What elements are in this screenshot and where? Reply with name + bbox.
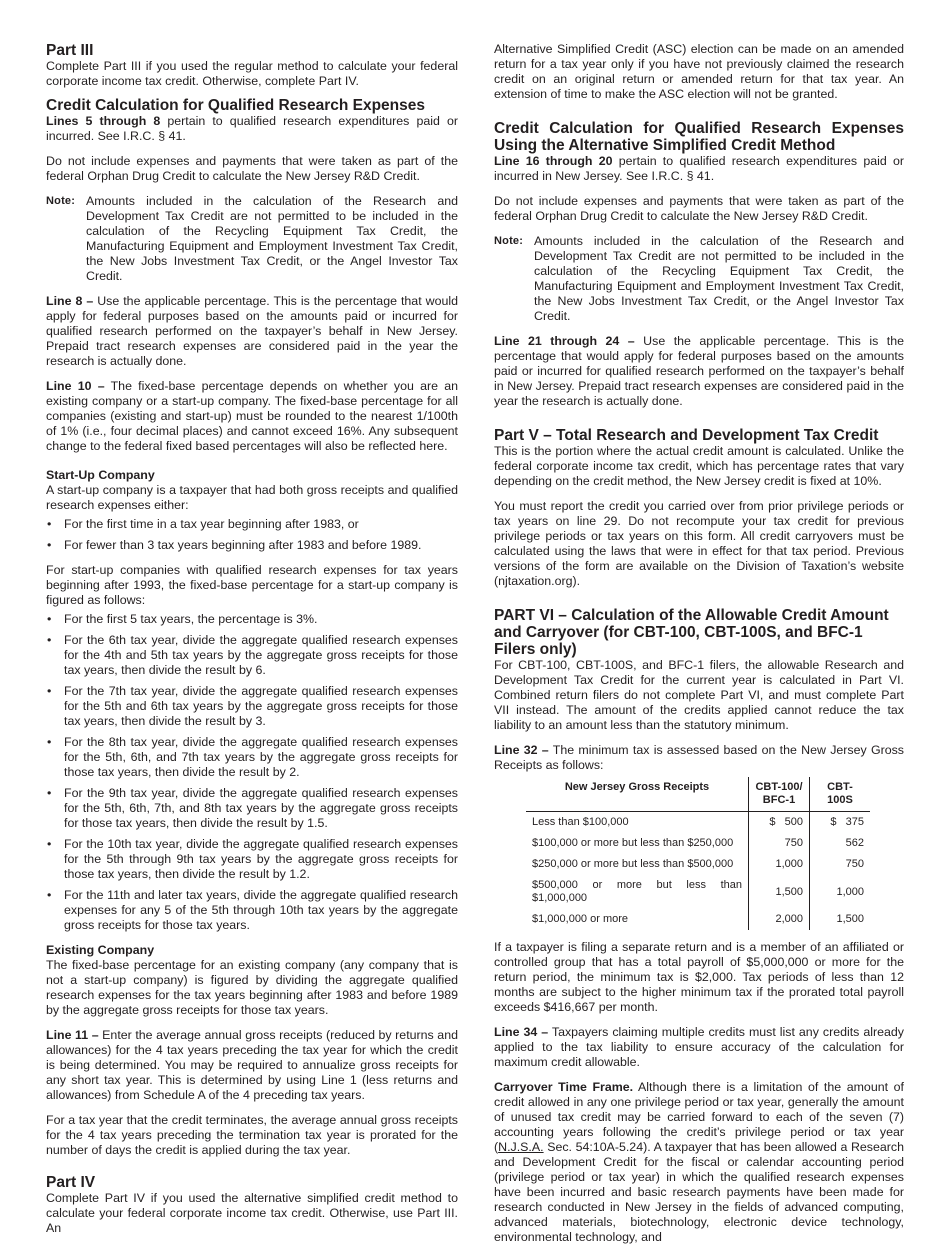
note-text: Amounts included in the calculation of the Research and Development Tax Credit are not permitted to be included in the calculation of the Recycling Equipment Tax Credit, the Manufacturing Equipment and Employment Investment Tax Credit, the New Jobs Investment Tax Credit, or the Angel Investor Tax Credit.	[86, 194, 458, 283]
line34-paragraph	[494, 1025, 904, 1070]
minimum-tax-table	[526, 777, 870, 930]
startup-list-2	[46, 612, 458, 933]
line8-lead: Line 8 –	[46, 294, 94, 308]
cell-cbt100s: 562	[845, 837, 864, 849]
list-item: • For the 11th and later tax years, divide the aggregate qualified research expenses for any 5 of the 5th through 10th tax years by the aggregate gross receipts for those tax years.	[46, 888, 458, 933]
line32-paragraph	[494, 743, 904, 773]
list-item: • For the 8th tax year, divide the aggregate qualified research expenses for the 5th, 6th, and 7th tax years by the aggregate gross receipts for those tax years, then divide the result by 2.	[46, 735, 458, 780]
cell-receipts: $500,000 or more but less than $1,000,000	[526, 875, 749, 909]
col-header-cbt100s: CBT-100S	[810, 777, 871, 812]
cell-cbt100: 750	[749, 833, 810, 854]
right-column	[494, 42, 904, 1255]
orphan-paragraph: Do not include expenses and payments that were taken as part of the federal Orphan Drug Credit to calculate the New Jersey R&D Credit.	[494, 194, 904, 223]
line34-lead: Line 34 –	[494, 1025, 549, 1039]
part5-heading: Part V – Total Research and Development Tax Credit	[494, 427, 879, 444]
line16-paragraph	[494, 154, 904, 184]
list-item: • For fewer than 3 tax years beginning after 1983 and before 1989.	[46, 538, 458, 553]
orphan-paragraph: Do not include expenses and payments that were taken as part of the federal Orphan Drug Credit to calculate the New Jersey R&D Credit.	[46, 154, 458, 183]
table-row	[526, 812, 870, 834]
asc-heading: Credit Calculation for Qualified Research Expenses Using the Alternative Simplified Credit Method	[494, 120, 904, 154]
line21-paragraph	[494, 334, 904, 409]
left-column	[46, 42, 458, 1246]
affiliated-paragraph: If a taxpayer is filing a separate return and is a member of an affiliated or controlled group that has a total payroll of $5,000,000 or more for the return period, the minimum tax is $2,000. Tax periods of less than 12 months are subject to the higher minimum tax if the prorated total payroll exceeds $416,667 per month.	[494, 940, 904, 1014]
col-header-cbt100: CBT-100/ BFC-1	[749, 777, 810, 812]
carryover-text: Although there is a limitation of the amount of credit allowed in any one privilege period or tax year, generally the amount of unused tax credit may be carried forward to each of the seven (7) accounting years following the credit’s privilege period or tax year (	[494, 1080, 904, 1154]
credit-calc-heading: Credit Calculation for Qualified Research Expenses	[46, 97, 426, 114]
part6-text: For CBT-100, CBT-100S, and BFC-1 filers, the allowable Research and Development Tax Credit for the current year is calculated in Part VI. Combined return filers do not complete Part VI, and must complete Part VII instead. The amount of the credits applied cannot reduce the tax liability to an amount less than the statutory minimum.	[494, 658, 904, 732]
terminate-paragraph: For a tax year that the credit terminates, the average annual gross receipts for the 4 tax years preceding the termination tax year is prorated for the number of days the credit is applied during the tax year.	[46, 1113, 458, 1157]
note-label: Note:	[494, 235, 524, 247]
part5-text2: You must report the credit you carried over from prior privilege periods or tax years on line 29. Do not recompute your tax credit for previous privilege periods or tax years on this form. All credit carryovers must be calculated using the laws that were in effect for that tax period. Previous versions of the form are available on the Division of Taxation’s website (njtaxation.org).	[494, 499, 904, 588]
carryover-paragraph	[494, 1080, 904, 1245]
line21-text: Use the applicable percentage. This is the percentage that would apply for federal purposes based on the amounts paid or incurred for qualified research performed on the taxpayer’s behalf in New Jersey. Prepaid tract research expenses are considered paid in the year the research is actually done.	[494, 334, 904, 408]
col-header-receipts: New Jersey Gross Receipts	[526, 777, 749, 812]
note-block	[494, 234, 904, 324]
startup-heading: Start-Up Company	[46, 468, 155, 482]
carryover-text-2: Sec. 54:10A-5.24). A taxpayer that has been allowed a Research and Development Credit for the fiscal or calendar accounting period (privilege period or tax year) in which the qualified research expenses have been incurred and basic research payments have been made for research conducted in New Jersey in the fields of advanced computing, advanced materials, biotechnology, electronic device technology, environmental technology, and	[494, 1140, 904, 1244]
line34-text: Taxpayers claiming multiple credits must list any credits already applied to the tax liability to ensure accuracy of the calculation for maximum credit allowable.	[494, 1025, 904, 1069]
part6-heading: PART VI – Calculation of the Allowable Credit Amount and Carryover (for CBT-100, CBT-100S, and BFC-1 Filers only)	[494, 607, 889, 658]
part4-heading: Part IV	[46, 1174, 96, 1191]
cell-cbt100: 2,000	[749, 909, 810, 930]
line10-lead: Line 10 –	[46, 379, 105, 393]
asc-paragraph: Alternative Simplified Credit (ASC) election can be made on an amended return for a tax year only if you have not previously claimed the research credit on an original return or amended return for that tax year. An extension of time to make the ASC election will not be granted.	[494, 42, 904, 101]
cell-cbt100s: 1,500	[836, 913, 864, 925]
list-item: • For the first time in a tax year beginning after 1983, or	[46, 517, 458, 532]
line8-paragraph	[46, 294, 458, 369]
line16-text: pertain to qualified research expenditures paid or incurred in New Jersey. See I.R.C. § 41.	[494, 154, 904, 183]
line11-text: Enter the average annual gross receipts (reduced by returns and allowances) for the 4 tax years preceding the tax year for which the credit is being determined. You may be required to annualize gross receipts for any short tax year. This is determined by using Line 1 (less returns and allowances) from Schedule A of the 4 preceding tax years.	[46, 1028, 458, 1102]
carryover-lead: Carryover Time Frame.	[494, 1080, 634, 1094]
cell-receipts: $1,000,000 or more	[526, 909, 749, 930]
njsa-link[interactable]: N.J.S.A.	[498, 1140, 544, 1154]
table-row	[526, 854, 870, 875]
startup-text: A start-up company is a taxpayer that had both gross receipts and qualified research expenses either:	[46, 483, 458, 512]
part5-text: This is the portion where the actual credit amount is calculated. Unlike the federal corporate income tax credit, which has percentage rates that vary depending on the credit method, the New Jersey credit is fixed at 10%.	[494, 444, 904, 488]
table-header-row	[526, 777, 870, 812]
part3-intro: Complete Part III if you used the regular method to calculate your federal corporate income tax credit. Otherwise, complete Part IV.	[46, 59, 458, 88]
startup-text2: For start-up companies with qualified research expenses for tax years beginning after 1993, the fixed-base percentage for a start-up company is figured as follows:	[46, 563, 458, 607]
list-item: • For the 10th tax year, divide the aggregate qualified research expenses for the 5th through 9th tax years by the aggregate gross receipts for those tax years, then divide the result by 1.2.	[46, 837, 458, 882]
line32-text: The minimum tax is assessed based on the New Jersey Gross Receipts as follows:	[494, 743, 905, 772]
table-row	[526, 833, 870, 854]
line11-lead: Line 11 –	[46, 1028, 99, 1042]
cell-receipts: $250,000 or more but less than $500,000	[526, 854, 749, 875]
cell-cbt100: $ 500	[749, 812, 810, 834]
line11-paragraph	[46, 1028, 458, 1103]
lines5-paragraph	[46, 114, 458, 144]
cell-cbt100s: 1,000	[836, 885, 864, 898]
line21-lead: Line 21 through 24 –	[494, 334, 635, 348]
cell-cbt100s: 750	[845, 858, 864, 870]
cell-cbt100s: $ 375	[830, 816, 864, 828]
note-label: Note:	[46, 195, 76, 207]
line16-lead: Line 16 through 20	[494, 154, 613, 168]
part4-text: Complete Part IV if you used the alternative simplified credit method to calculate your federal corporate income tax credit. Otherwise, use Part III. An	[46, 1191, 458, 1235]
list-item: • For the 6th tax year, divide the aggregate qualified research expenses for the 4th and 5th tax years by the aggregate gross receipts for those tax years, then divide the result by 6.	[46, 633, 458, 678]
existing-text: The fixed-base percentage for an existing company (any company that is not a start-up company) is figured by dividing the aggregate qualified research expenses for the tax years beginning after 1983 and before 1989 by the aggregate gross receipts for those tax years.	[46, 958, 458, 1017]
lines5-lead: Lines 5 through 8	[46, 114, 161, 128]
cell-receipts: Less than $100,000	[526, 812, 749, 834]
part3-heading: Part III	[46, 42, 94, 59]
line32-lead: Line 32 –	[494, 743, 549, 757]
line10-paragraph	[46, 379, 458, 454]
line10-text: The fixed-base percentage depends on whether you are an existing company or a start-up company. The fixed-base percentage for all companies (existing and start-up) must be rounded to the nearest 1/100th of 1% (i.e., four decimal places) and cannot exceed 16%. Any subsequent change to the federal fixed based percentages will also be reflected here.	[46, 379, 459, 453]
line8-text: Use the applicable percentage. This is the percentage that would apply for federal purposes based on the amounts paid or incurred for qualified research performed on the taxpayer’s behalf in New Jersey. Prepaid tract research expenses are considered paid in the year the research is actually done.	[46, 294, 458, 368]
note-text: Amounts included in the calculation of the Research and Development Tax Credit are not permitted to be included in the calculation of the Recycling Equipment Tax Credit, the Manufacturing Equipment and Employment Investment Tax Credit, the New Jobs Investment Tax Credit, or the Angel Investor Tax Credit.	[534, 234, 904, 323]
cell-receipts: $100,000 or more but less than $250,000	[526, 833, 749, 854]
note-block	[46, 194, 458, 284]
cell-cbt100: 1,000	[749, 854, 810, 875]
startup-list	[46, 517, 458, 553]
existing-heading: Existing Company	[46, 943, 155, 957]
list-item: • For the 7th tax year, divide the aggregate qualified research expenses for the 5th and 6th tax years by the aggregate gross receipts for those tax years, then divide the result by 3.	[46, 684, 458, 729]
lines5-text: pertain to qualified research expenditures paid or incurred. See I.R.C. § 41.	[46, 114, 458, 143]
list-item: • For the first 5 tax years, the percentage is 3%.	[46, 612, 458, 627]
cell-cbt100: 1,500	[749, 875, 810, 909]
list-item: • For the 9th tax year, divide the aggregate qualified research expenses for the 5th, 6th, 7th, and 8th tax years by the aggregate gross receipts for those tax years, then divide the result by 1.5.	[46, 786, 458, 831]
table-row	[526, 909, 870, 930]
table-row	[526, 875, 870, 909]
